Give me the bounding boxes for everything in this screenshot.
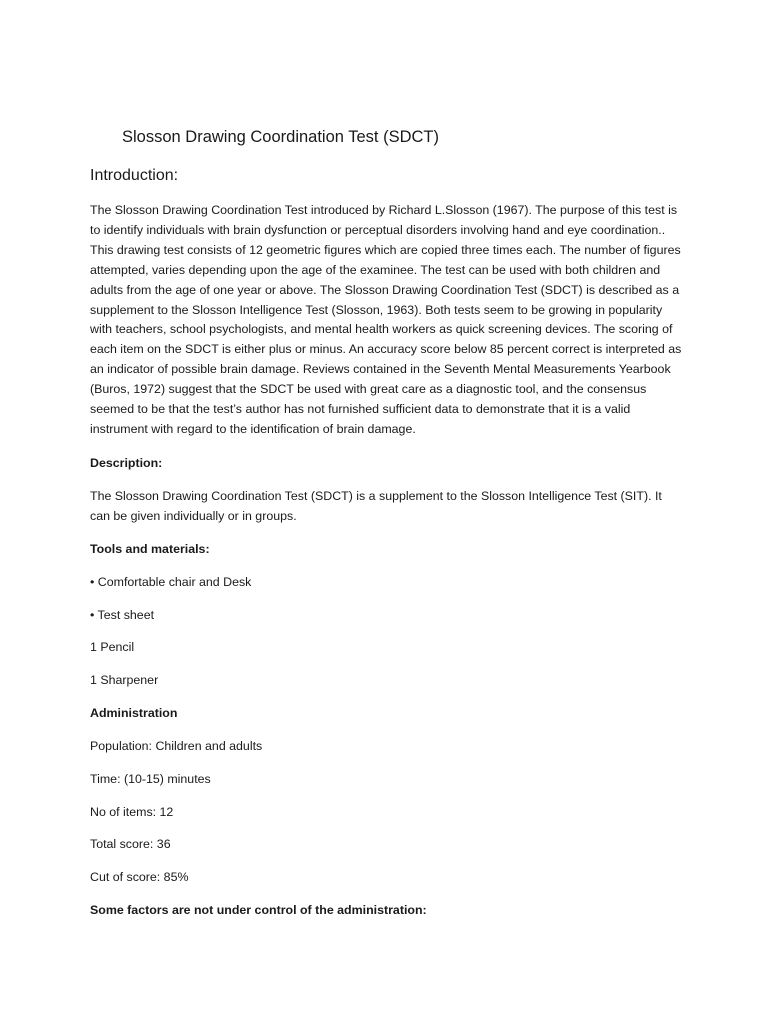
administration-heading: Administration <box>90 706 178 720</box>
tools-item-test-sheet: • Test sheet <box>90 608 155 622</box>
document-title: Slosson Drawing Coordination Test (SDCT) <box>122 128 439 146</box>
administration-total-score: Total score: 36 <box>90 837 171 851</box>
administration-items-count: No of items: 12 <box>90 805 174 819</box>
tools-heading: Tools and materials: <box>90 542 210 556</box>
administration-time: Time: (10-15) minutes <box>90 772 211 786</box>
description-paragraph: The Slosson Drawing Coordination Test (SDCT) is a supplement to the Slosson Intelligence Test (SIT). It can be given individually or in groups. <box>90 489 662 523</box>
introduction-paragraph: The Slosson Drawing Coordination Test introduced by Richard L.Slosson (1967). The purpose of this test is to identify individuals with brain dysfunction or perceptual disorders involving hand and eye coordination.. This drawing test consists of 12 geometric figures which are copied three times each. The number of figures attempted, varies depending upon the age of the examinee. The test can be used with both children and adults from the age of one year or above. The Slosson Drawing Coordination Test (SDCT) is described as a supplement to the Slosson Intelligence Test (Slosson, 1963). Both tests seem to be growing in popularity with teachers, school psychologists, and mental health workers as quick screening devices. The scoring of each item on the SDCT is either plus or minus. An accuracy score below 85 percent correct is interpreted as an indicator of possible brain damage. Reviews contained in the Seventh Mental Measurements Yearbook (Buros, 1972) suggest that the SDCT be used with great care as a diagnostic tool, and the consensus seemed to be that the test’s author has not furnished sufficient data to demonstrate that it is a valid instrument with regard to the identification of brain damage. <box>90 203 682 436</box>
introduction-heading: Introduction: <box>90 167 179 184</box>
tools-item-chair-desk: • Comfortable chair and Desk <box>90 575 252 589</box>
description-heading: Description: <box>90 456 163 470</box>
administration-cutoff-score: Cut of score: 85% <box>90 870 189 884</box>
tools-item-pencil: 1 Pencil <box>90 640 135 654</box>
tools-item-sharpener: 1 Sharpener <box>90 673 159 687</box>
administration-population: Population: Children and adults <box>90 739 263 753</box>
factors-heading: Some factors are not under control of the administration: <box>90 903 427 917</box>
